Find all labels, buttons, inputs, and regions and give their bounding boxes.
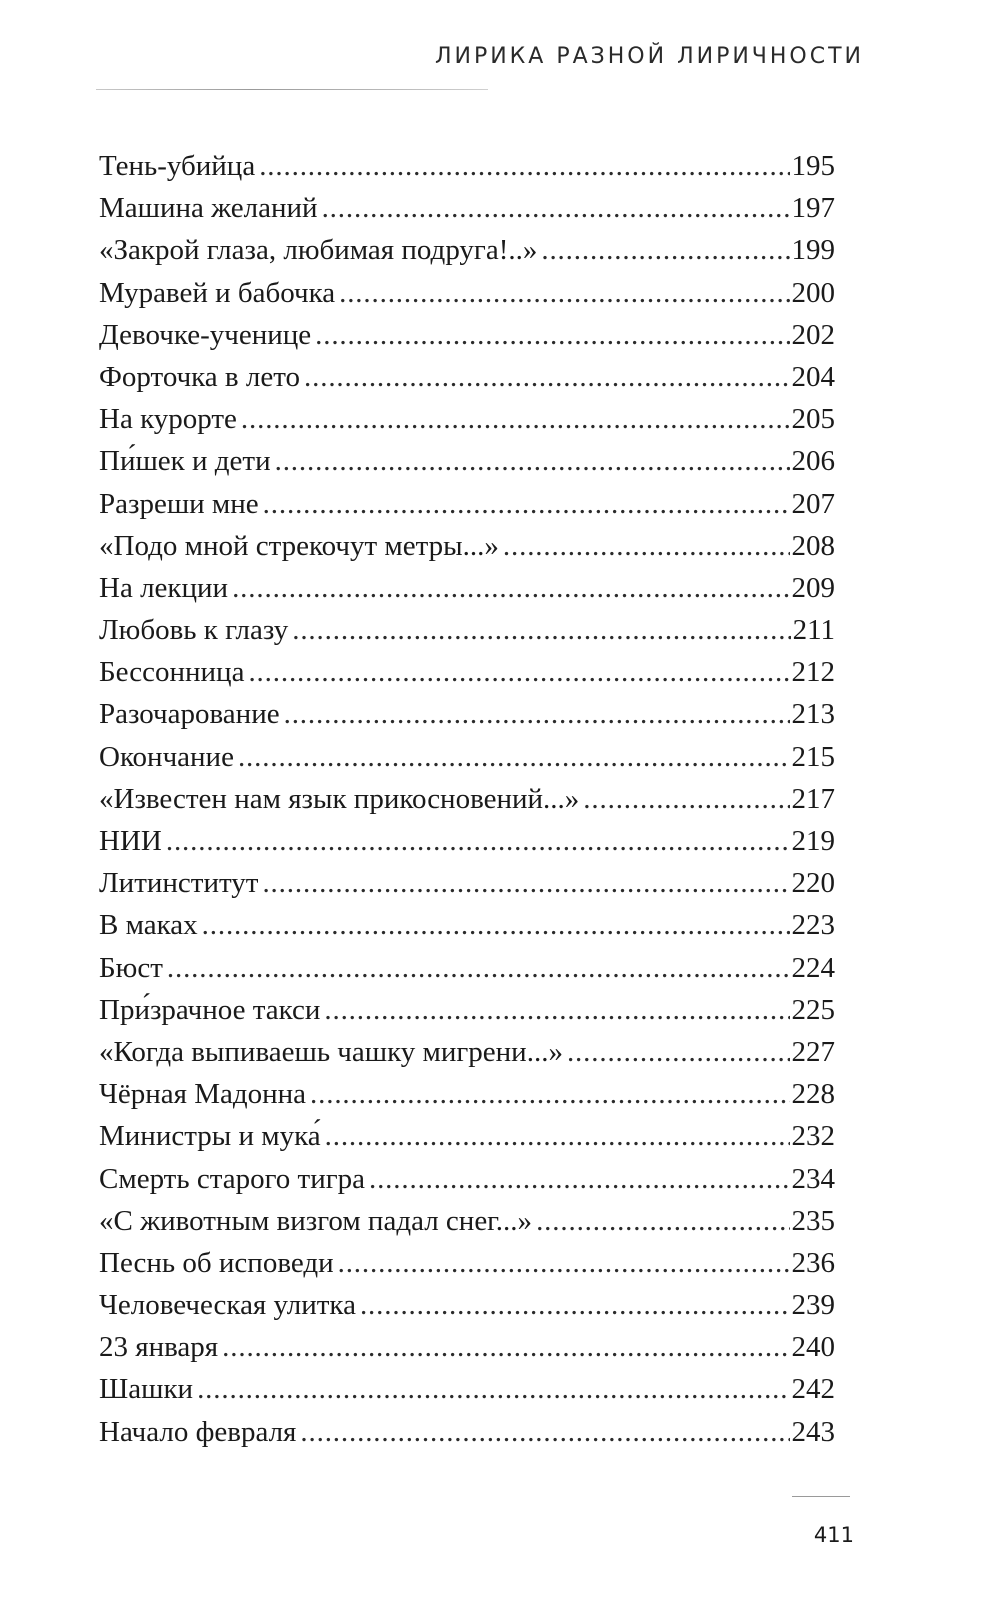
toc-entry-page: 223 (791, 909, 835, 942)
running-head: ЛИРИКА РАЗНОЙ ЛИРИЧНОСТИ (434, 44, 864, 69)
toc-entry-title: Бюст (99, 951, 163, 984)
dot-leader (167, 947, 790, 989)
toc-entry-page: 202 (791, 318, 835, 351)
toc-entry-title: Чёрная Мадонна (99, 1078, 307, 1111)
toc-entry-title: Литинститут (99, 867, 259, 900)
toc-entry-title: Человеческая улитка (99, 1289, 356, 1322)
toc-entry (99, 1200, 835, 1242)
toc-entry-title: Шашки (99, 1373, 194, 1406)
toc-entry (99, 778, 835, 820)
toc-entry-page: 227 (791, 1035, 835, 1068)
toc-entry (99, 567, 835, 609)
dot-leader (339, 272, 789, 314)
toc-entry-page: 206 (791, 445, 835, 478)
toc-entry-page: 204 (791, 360, 835, 393)
toc-entry (99, 862, 835, 904)
toc-entry (99, 440, 835, 482)
toc-entry (99, 1284, 835, 1326)
toc-entry-title: Форточка в лето (99, 360, 301, 393)
dot-leader (536, 1200, 789, 1242)
toc-entry-page: 212 (791, 656, 835, 689)
toc-entry-title: Бессонница (99, 656, 245, 689)
toc-entry-page: 240 (791, 1331, 835, 1364)
dot-leader (222, 1326, 789, 1368)
toc-entry-title: Песнь об исповеди (99, 1246, 334, 1279)
toc-entry (99, 1115, 835, 1157)
table-of-contents (99, 145, 835, 1453)
dot-leader (248, 651, 789, 693)
dot-leader (259, 145, 789, 187)
toc-entry-page: 197 (791, 192, 835, 225)
dot-leader (304, 356, 789, 398)
dot-leader (310, 1073, 789, 1115)
toc-entry-page: 243 (791, 1415, 835, 1448)
toc-entry-title: Разреши мне (99, 487, 259, 520)
toc-entry-page: 211 (792, 614, 835, 647)
toc-entry (99, 187, 835, 229)
dot-leader (322, 187, 790, 229)
toc-entry (99, 1368, 835, 1410)
page-number: 411 (813, 1523, 854, 1547)
toc-entry-title: Министры и мука́ (99, 1120, 321, 1153)
toc-entry-page: 205 (791, 403, 835, 436)
toc-entry-title: Муравей и бабочка (99, 276, 336, 309)
toc-entry-page: 217 (791, 782, 835, 815)
toc-entry-page: 224 (791, 951, 835, 984)
toc-entry-page: 236 (791, 1246, 835, 1279)
dot-leader (503, 525, 790, 567)
toc-entry (99, 820, 835, 862)
dot-leader (284, 693, 790, 735)
toc-entry-title: Любовь к глазу (99, 614, 289, 647)
toc-entry-page: 232 (791, 1120, 835, 1153)
toc-entry-page: 219 (791, 825, 835, 857)
toc-entry (99, 356, 835, 398)
toc-entry-page: 200 (791, 276, 835, 309)
toc-entry-page: 225 (791, 993, 835, 1026)
toc-entry-page: 199 (791, 234, 835, 267)
dot-leader (197, 1368, 789, 1410)
toc-entry-title: «С животным визгом падал снег...» (99, 1204, 533, 1237)
dot-leader (583, 778, 789, 820)
dot-leader (275, 440, 790, 482)
toc-entry-title: Пи́шек и дети (99, 445, 271, 478)
toc-entry-page: 228 (791, 1078, 835, 1111)
toc-entry (99, 1031, 835, 1073)
toc-entry-title: На лекции (99, 571, 229, 604)
toc-entry-page: 207 (791, 487, 835, 520)
toc-entry (99, 989, 835, 1031)
toc-entry-title: При́зрачное такси (99, 993, 321, 1026)
toc-entry-title: На курорте (99, 403, 237, 436)
dot-leader (369, 1158, 790, 1200)
toc-entry-title: Машина желаний (99, 192, 318, 225)
toc-entry (99, 1073, 835, 1115)
toc-entry-page: 234 (791, 1162, 835, 1195)
dot-leader (241, 398, 790, 440)
dot-leader (292, 609, 790, 651)
toc-entry (99, 904, 835, 946)
toc-entry (99, 1242, 835, 1284)
dot-leader (202, 904, 790, 946)
dot-leader (541, 229, 789, 271)
dot-leader (360, 1284, 790, 1326)
header-rule (96, 89, 488, 90)
toc-entry (99, 1158, 835, 1200)
toc-entry-page: 235 (791, 1204, 835, 1237)
dot-leader (166, 820, 790, 862)
dot-leader (315, 314, 789, 356)
toc-entry-title: Разочарование (99, 698, 280, 731)
toc-entry (99, 229, 835, 271)
footer-rule (792, 1496, 850, 1497)
toc-entry-title: В маках (99, 909, 198, 942)
toc-entry-page: 220 (791, 867, 835, 900)
toc-entry-title: «Закрой глаза, любимая подруга!..» (99, 234, 538, 267)
dot-leader (567, 1031, 790, 1073)
toc-entry-title: «Известен нам язык прикосновений...» (99, 782, 580, 815)
toc-entry-page: 195 (791, 150, 835, 182)
toc-entry-page: 213 (791, 698, 835, 731)
toc-entry-page: 208 (791, 529, 835, 562)
toc-entry (99, 272, 835, 314)
toc-entry-title: Начало февраля (99, 1415, 297, 1448)
toc-entry-page: 215 (791, 740, 835, 773)
toc-entry (99, 1411, 835, 1453)
toc-entry-title: Смерть старого тигра (99, 1162, 365, 1195)
dot-leader (262, 862, 789, 904)
toc-entry-title: Тень-убийца (99, 150, 256, 182)
toc-entry (99, 693, 835, 735)
toc-entry (99, 651, 835, 693)
toc-entry (99, 314, 835, 356)
dot-leader (263, 483, 790, 525)
toc-entry-title: Окончание (99, 740, 234, 773)
dot-leader (238, 736, 790, 778)
toc-entry-title: НИИ (99, 825, 162, 857)
toc-entry-page: 242 (791, 1373, 835, 1406)
toc-entry (99, 736, 835, 778)
toc-entry-title: 23 января (99, 1331, 219, 1364)
dot-leader (324, 989, 789, 1031)
dot-leader (300, 1411, 789, 1453)
toc-entry (99, 609, 835, 651)
toc-entry-title: «Когда выпиваешь чашку мигрени...» (99, 1035, 563, 1068)
toc-entry (99, 525, 835, 567)
toc-entry (99, 1326, 835, 1368)
dot-leader (338, 1242, 790, 1284)
toc-entry-title: «Подо мной стрекочут метры...» (99, 529, 499, 562)
toc-entry (99, 398, 835, 440)
toc-entry (99, 947, 835, 989)
toc-entry (99, 145, 835, 187)
toc-entry (99, 483, 835, 525)
dot-leader (232, 567, 789, 609)
toc-entry-page: 239 (791, 1289, 835, 1322)
toc-entry-title: Девочке-ученице (99, 318, 312, 351)
toc-entry-page: 209 (791, 571, 835, 604)
dot-leader (325, 1115, 790, 1157)
